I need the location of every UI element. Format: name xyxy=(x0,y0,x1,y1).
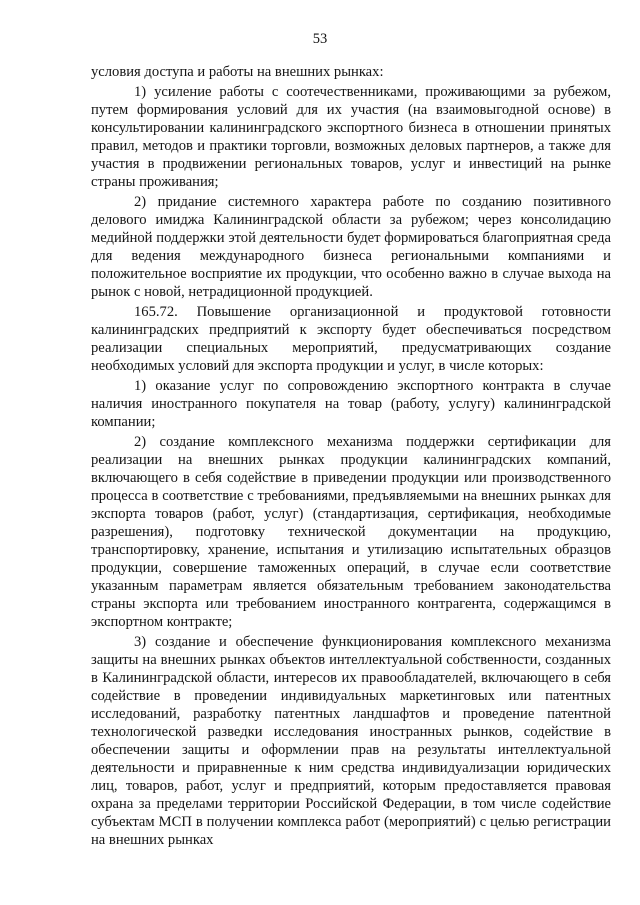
body-text xyxy=(91,63,611,849)
paragraph-item-1-contract-support: 1) оказание услуг по сопровождению экспортного контракта в случае наличия иностранного покупателя на товар (работу, услугу) калининградской компании; xyxy=(91,378,611,430)
page-number: 53 xyxy=(312,31,328,47)
paragraph-item-1-compatriots: 1) усиление работы с соотечественниками, проживающими за рубежом, путем формирования условий для их участия (на взаимовыгодной основе) в консультировании калининградского экспортного бизнеса в отношении принятых правил, методов и практики торговли, возможных деловых партнеров, а также для участия в продвижении региональных товаров, услуг и инвестиций на рынке страны проживания; xyxy=(91,84,611,190)
paragraph-item-2-image: 2) придание системного характера работе по созданию позитивного делового имиджа Калининградской области за рубежом; через консолидацию медийной поддержки этой деятельности будет формироваться благоприятная среда для ведения международного бизнеса региональными компаниями и положительное восприятие их продукции, что особенно важно в случае выхода на рынок с новой, нетрадиционной продукцией. xyxy=(91,194,611,300)
paragraph-item-3-ip-protection: 3) создание и обеспечение функционирования комплексного механизма защиты на внешних рынках объектов интеллектуальной собственности, созданных в Калининградской области, интересов их правообладателей, включающего в себя содействие в проведении индивидуальных маркетинговых или патентных исследований, разработку патентных ландшафтов и проведение патентной технологической разведки исследования иностранных рынков, содействие в обеспечении защиты и оформлении прав на результаты интеллектуальной деятельности и приравненные к ним средства индивидуализации юридических лиц, товаров, работ, услуг и предприятий, которым предоставляется правовая охрана за пределами территории Российской Федерации, в том числе содействие субъектам МСП в получении комплекса работ (мероприятий) с целью регистрации на внешних рынках xyxy=(91,634,611,848)
paragraph-item-2-certification: 2) создание комплексного механизма поддержки сертификации для реализации на внешних рынках продукции калининградских компаний, включающего в себя содействие в приведении продукции или производственного процесса в соответствие с требованиями, предъявляемыми на внешних рынках для экспорта товаров (работ, услуг) (стандартизация, сертификация, необходимые разрешения), подготовку технической документации на продукцию, транспортировку, хранение, испытания и утилизацию испытательных образцов продукции, совершение таможенных операций, в случае если соответствие указанным параметрам является обязательным требованием законодательства страны экспорта или требованием иностранного контрагента, содержащимся в экспортном контракте; xyxy=(91,434,611,630)
paragraph-section-165-72: 165.72. Повышение организационной и продуктовой готовности калининградских предприятий к экспорту будет обеспечиваться посредством реализации специальных мероприятий, предусматривающих создание необходимых условий для экспорта продукции и услуг, в числе которых: xyxy=(91,304,611,374)
paragraph-continuation: условия доступа и работы на внешних рынках: xyxy=(91,64,384,80)
